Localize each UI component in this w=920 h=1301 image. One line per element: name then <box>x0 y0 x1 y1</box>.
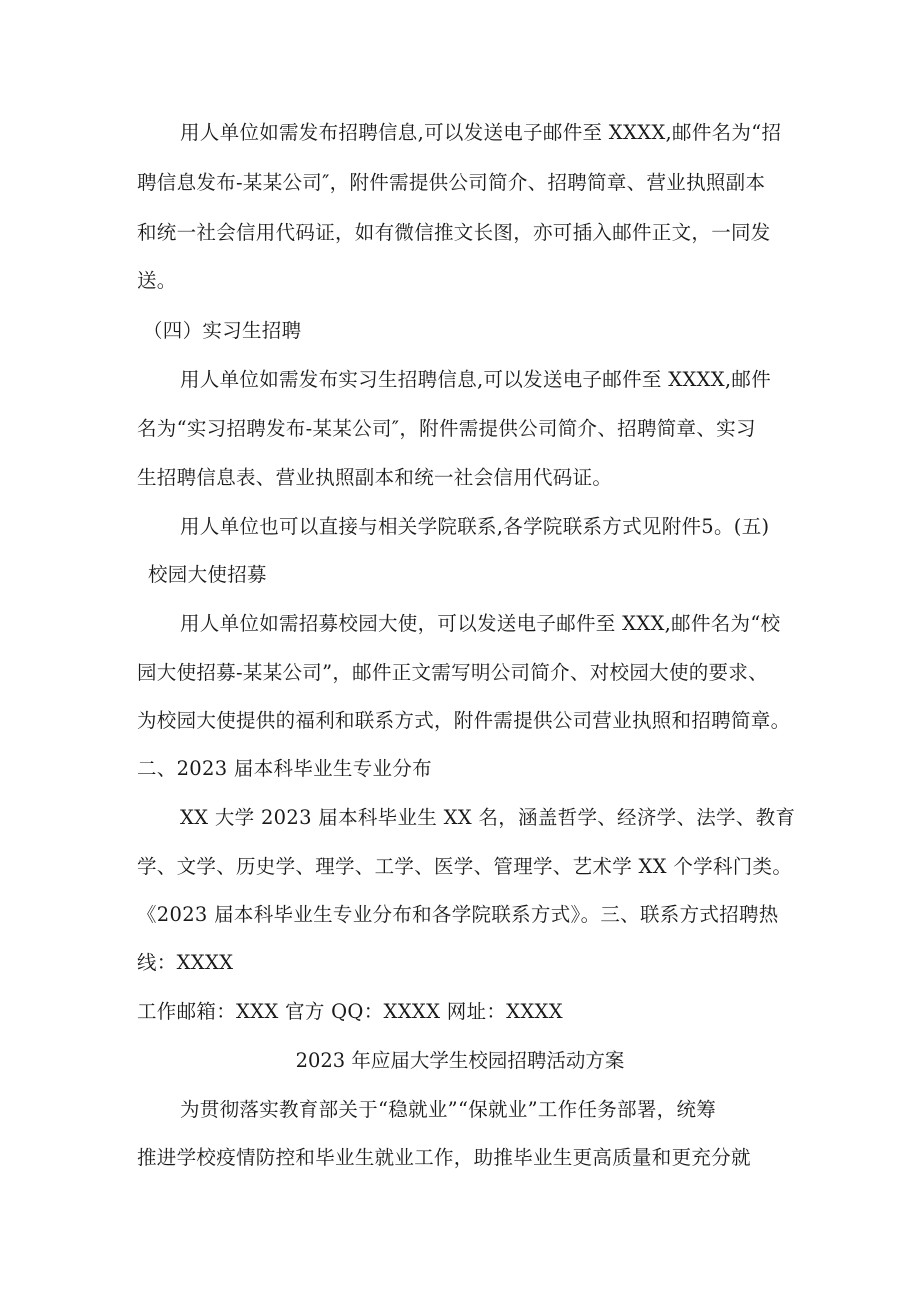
paragraph-line: 线：XXXX <box>137 951 234 974</box>
section-heading: 校园大使招募 <box>148 563 267 586</box>
document-title: 2023 年应届大学生校园招聘活动方案 <box>295 1049 625 1072</box>
paragraph-line: 推进学校疫情防控和毕业生就业工作，助推毕业生更高质量和更充分就 <box>137 1146 751 1169</box>
section-heading: （四）实习生招聘 <box>143 319 302 342</box>
paragraph-line: XX 大学 2023 届本科毕业生 XX 名，涵盖哲学、经济学、法学、教育 <box>180 806 796 829</box>
paragraph-line: 为校园大使提供的福利和联系方式，附件需提供公司营业执照和招聘简章。 <box>137 709 791 732</box>
paragraph-line: 送。 <box>137 269 177 292</box>
paragraph-line: 用人单位如需招募校园大使，可以发送电子邮件至 XXX,邮件名为“校 <box>180 612 781 635</box>
contact-line: 工作邮箱：XXX 官方 QQ：XXXX 网址：XXXX <box>137 1000 563 1023</box>
paragraph-line: 名为“实习招聘发布-某某公司″，附件需提供公司简介、招聘简章、实习 <box>137 417 756 440</box>
paragraph-line: 园大使招募-某某公司”，邮件正文需写明公司简介、对校园大使的要求、 <box>137 661 768 684</box>
paragraph-line: 和统一社会信用代码证，如有微信推文长图，亦可插入邮件正文，一同发 <box>137 221 771 244</box>
paragraph-line: 为贯彻落实教育部关于“稳就业”“保就业”工作任务部署，统筹 <box>180 1098 717 1121</box>
paragraph-line: 用人单位如需发布实习生招聘信息,可以发送电子邮件至 XXXX,邮件 <box>180 368 772 391</box>
section-heading: 二、2023 届本科毕业生专业分布 <box>137 757 432 780</box>
paragraph-line: 用人单位如需发布招聘信息,可以发送电子邮件至 XXXX,邮件名为“招 <box>180 121 782 144</box>
paragraph-line: 学、文学、历史学、理学、工学、医学、管理学、艺术学 XX 个学科门类。 <box>137 855 793 878</box>
paragraph-line: 《2023 届本科毕业生专业分布和各学院联系方式》。三、联系方式招聘热 <box>137 903 779 926</box>
paragraph-line: 生招聘信息表、营业执照副本和统一社会信用代码证。 <box>137 466 613 489</box>
paragraph-line: 聘信息发布-某某公司″，附件需提供公司简介、招聘简章、营业执照副本 <box>137 171 766 194</box>
paragraph-line: 用人单位也可以直接与相关学院联系,各学院联系方式见附件5。(五) <box>180 515 770 538</box>
